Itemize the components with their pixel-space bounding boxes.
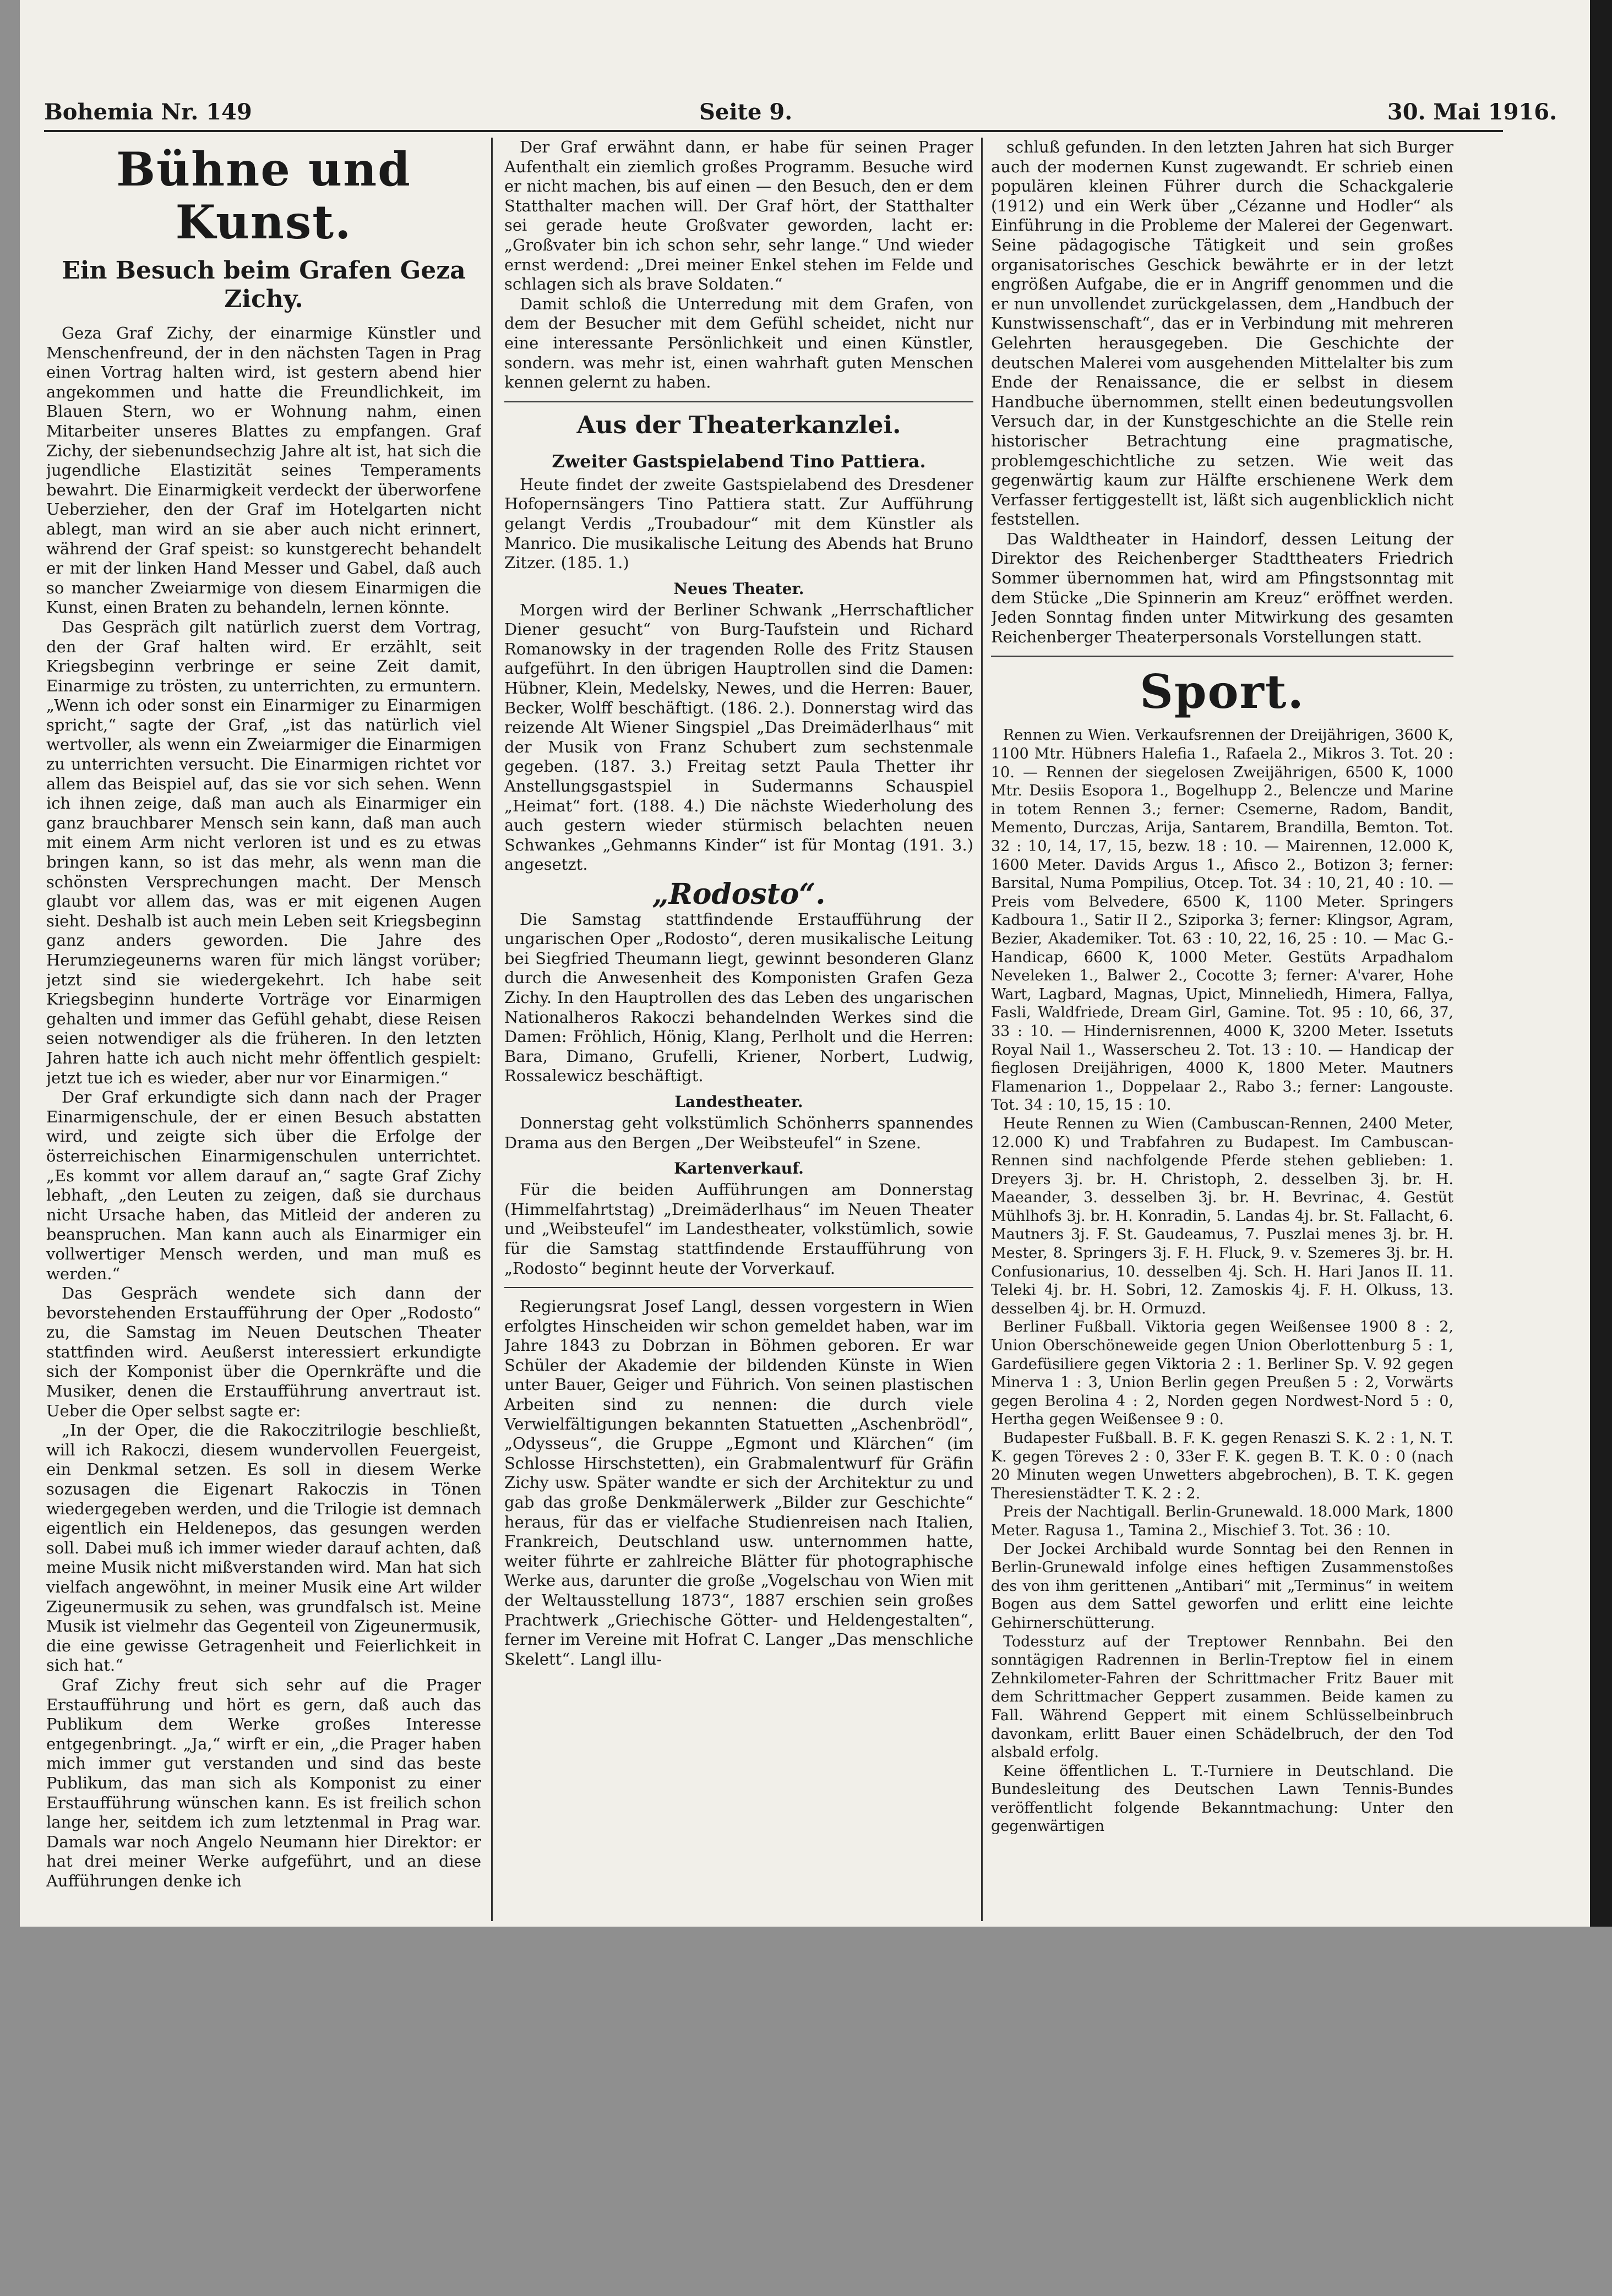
sport-paragraph: Preis der Nachtigall. Berlin-Grunewald. 18.000 Mark, 1800 Meter. Ragusa 1., Tamina 2., Mischief 3. Tot. 36 : 10. [991, 1503, 1453, 1539]
sport-section [991, 726, 1453, 1836]
subheading-rodosto: „Rodosto“. [652, 877, 826, 911]
article-divider [991, 656, 1453, 657]
article-paragraph: Geza Graf Zichy, der einarmige Künstler und Menschenfreund, der in den nächsten Tagen in Prag einen Vortrag halten wird, ist gestern abend hier angekommen und hatte die Freundlichkeit, im Blauen Stern, wo er Wohnung nahm, einen Mitarbeiter unseres Blattes zu empfangen. Graf Zichy, der siebenundsechzig Jahre alt ist, hat sich die jugendliche Elastizität seines Temperaments bewahrt. Die Einarmigkeit verdeckt der überworfene Ueberzieher, den der Graf im Hotelgarten nicht ablegt, man wird an sie aber auch nicht erinnert, während der Graf speist: so kunstgerecht behandelt er mit der linken Hand Messer und Gabel, daß auch so mancher Zweiarmige von diesem Einarmigen die Kunst, einen Braten zu behandeln, lernen könnte. [46, 324, 481, 617]
article-paragraph: Die Samstag stattfindende Erstaufführung der ungarischen Oper „Rodosto“, deren musikalische Leitung bei Siegfried Theumann liegt, gewinnt besonderen Glanz durch die Anwesenheit des Komponisten Grafen Geza Zichy. In den Hauptrollen des das Leben des ungarischen Nationalheros Rakoczi behandelnden Werkes sind die Damen: Fröhlich, Hönig, Klang, Perlholt und die Herren: Bara, Dimano, Grufelli, Kriener, Norbert, Ludwig, Rossalewicz beschäftigt. [504, 909, 973, 1086]
header-rule [44, 130, 1503, 132]
article-paragraph: „In der Oper, die die Rakoczitrilogie beschließt, will ich Rakoczi, diesem wundervollen Feuergeist, ein Denkmal setzen. Es soll in diesem Werke sozusagen die Eigenart Rakoczis in Tönen wiedergegeben werden, und die Trilogie ist demnach eigentlich ein Heldenepos, das gesungen werden soll. Dabei muß ich immer wieder darauf achten, daß meine Musik nicht mißverstanden wird. Man hat sich vielfach angewöhnt, in meiner Musik eine Art wilder Zigeunermusik zu sehen, was grundfalsch ist. Meine Musik ist vielmehr das Gegenteil von Zigeunermusik, die eine gewisse Getragenheit und Feierlichkeit in sich hat.“ [46, 1421, 481, 1675]
sport-paragraph: Budapester Fußball. B. F. K. gegen Renaszi S. K. 2 : 1, N. T. K. gegen Töreves 2 : 0, 33er F. K. gegen B. T. K. 0 : 0 (nach 20 Minuten wegen Unwetters abgebrochen), B. T. K. gegen Theresienstädter T. K. 2 : 2. [991, 1430, 1453, 1502]
article-paragraph: Das Gespräch wendete sich dann der bevorstehenden Erstaufführung der Oper „Rodosto“ zu, die Samstag im Neuen Deutschen Theater stattfinden wird. Aeußerst interessiert erkundigte sich der Komponist über die Opernkräfte und die Musiker, denen die Erstaufführung anvertraut ist. Ueber die Oper selbst sagte er: [46, 1284, 481, 1420]
header-date: 30. Mai 1916. [1387, 99, 1557, 125]
article-title-zichy: Ein Besuch beim Grafen Geza Zichy. [62, 257, 466, 313]
article-paragraph: Das Waldtheater in Haindorf, dessen Leitung der Direktor des Reichenberger Stadttheaters Friedrich Sommer übernommen hat, wird am Pfingstsonntag mit dem Stücke „Die Spinnerin am Kreuz“ eröffnet werden. Jeden Sonntag finden unter Mitwirkung des gesamten Reichenberger Theaterpersonals Vorstellungen statt. [991, 529, 1453, 646]
column-3 [991, 138, 1453, 1916]
article-paragraph: schluß gefunden. In den letzten Jahren hat sich Burger auch der modernen Kunst zugewandt. Er schrieb einen populären kleinen Führer durch die Schackgalerie (1912) und ein Werk über „Cézanne und Hodler“ als Einführung in die Probleme der Malerei der Gegenwart. Seine pädagogische Tätigkeit und sein großes organisatorisches Geschick bewährte er in der letzt engrößen Aufgabe, die er in Angriff genommen und die er nun unvollendet zurückgelassen, dem „Handbuch der Kunstwissenschaft“, das er in Verbindung mit mehreren Gelehrten herausgegeben. Die Geschichte der deutschen Malerei vom ausgehenden Mittelalter bis zum Ende der Renaissance, die er selbst in diesem Handbuche übernommen, stellt einen bedeutungsvollen Versuch dar, in der Kunstgeschichte an die Stelle rein historischer Betrachtung eine pragmatische, problemgeschichtliche zu setzen. Wie weit das gegenwärtig kaum zur Hälfte erschienene Werk dem Verfasser fertiggestellt ist, läßt sich augenblicklich nicht feststellen. [991, 138, 1453, 529]
column-divider [491, 138, 493, 1921]
page-header [44, 83, 1557, 127]
header-issue: Bohemia Nr. 149 [44, 99, 252, 125]
column-2 [504, 138, 973, 1916]
article-divider [504, 401, 973, 402]
article-paragraph: Für die beiden Aufführungen am Donnerstag (Himmelfahrtstag) „Dreimäderlhaus“ im Neuen Theater und „Weibsteufel“ im Landestheater, volkstümlich, sowie für die Samstag stattfindende Erstaufführung von „Rodosto“ beginnt heute der Vorverkauf. [504, 1180, 973, 1278]
article-paragraph: Der Graf erwähnt dann, er habe für seinen Prager Aufenthalt ein ziemlich großes Programm. Besuche wird er nicht machen, bis auf einen — den Besuch, den er dem Statthalter machen will. Der Graf hört, der Statthalter sei gerade heute Großvater geworden, lacht er: „Großvater bin ich schon sehr, sehr lange.“ Und wieder ernst werdend: „Drei meiner Enkel stehen im Felde und schlagen sich als brave Soldaten.“ [504, 138, 973, 294]
article-paragraph: Regierungsrat Josef Langl, dessen vorgestern in Wien erfolgtes Hinscheiden wir schon gemeldet haben, war im Jahre 1843 zu Dobrzan in Böhmen geboren. Er war Schüler der Akademie der bildenden Künste in Wien unter Bauer, Geiger und Führich. Von seinen plastischen Arbeiten sind zu nennen: die durch viele Verwielfältigungen bekannten Statuetten „Aschenbrödl“, „Odysseus“, die Gruppe „Egmont und Klärchen“ (im Schlosse Hirschstetten), ein Grabmalentwurf für Gräfin Zichy usw. Später wandte er sich der Architektur zu und gab das große Denkmälerwerk „Bilder zur Geschichte“ heraus, für das er vielfache Studienreisen nach Italien, Frankreich, Deutschland usw. unternommen hatte, weiter führte er zahlreiche Blätter für photographische Werke aus, darunter die große „Vogelschau von Wien mit der Weltausstellung 1873“, 1887 erschien sein großes Prachtwerk „Griechische Götter- und Heldengestalten“, ferner im Vereine mit Hofrat C. Langer „Das menschliche Skelett“. Langl illu- [504, 1297, 973, 1668]
sport-paragraph: Todessturz auf der Treptower Rennbahn. Bei den sonntägigen Radrennen in Berlin-Treptow fiel in einem Zehnkilometer-Fahren der Schrittmacher Fritz Bauer mit dem Schrittmacher Geppert zusammen. Beide kamen zu Fall. Während Geppert mit einem Schlüsselbeinbruch davonkam, erlitt Bauer einen Schädelbruch, der den Tod alsbald erfolg. [991, 1633, 1453, 1761]
sport-paragraph: Keine öffentlichen L. T.-Turniere in Deutschland. Die Bundesleitung des Deutschen Lawn Tennis-Bundes veröffentlicht folgende Bekanntmachung: Unter den gegenwärtigen [991, 1762, 1453, 1835]
article-paragraph: Heute findet der zweite Gastspielabend des Dresdener Hofopernsängers Tino Pattiera statt. Zur Aufführung gelangt Verdis „Troubadour“ mit dem Künstler als Manrico. Die musikalische Leitung des Abends hat Bruno Zitzer. (185. 1.) [504, 475, 973, 572]
sport-paragraph: Heute Rennen zu Wien (Cambuscan-Rennen, 2400 Meter, 12.000 K) und Trabfahren zu Budapest. Im Cambuscan-Rennen sind nachfolgende Pferde stehen geblieben: 1. Dreyers 3j. br. H. Christoph, 2. desselben 3j. br. H. Maeander, 3. desselben 3j. br. H. Bevrinac, 4. Gestüt Mühlhofs 3j. br. H. Konradin, 5. Landas 4j. br. St. Fallacht, 6. Mautners 3j. F. St. Gaudeamus, 7. Puszlai menes 3j. br. H. Mester, 8. Springers 3j. F. H. Fluck, 9. v. Szemeres 3j. br. H. Confusionarius, 10. desselben 4j. Sch. H. Hari Janos II. 11. Teleki 4j. br. H. Sobri, 12. Zamoskis 4j. F. H. Olkuss, 13. desselben 4j. br. H. Ormuzd. [991, 1115, 1453, 1317]
column-1 [46, 138, 481, 1916]
article-paragraph: Der Graf erkundigte sich dann nach der Prager Einarmigenschule, der er einen Besuch abstatten wird, und zeigte sich über die Erfolge der österreichischen Einarmigenschulen unterrichtet. „Es kommt vor allem darauf an,“ sagte Graf Zichy lebhaft, „den Leuten zu zeigen, daß sie durchaus nicht Ursache haben, das Mitleid der anderen zu beanspruchen. Man kann auch als Einarmiger ein vollwertiger Mensch werden, und man muß es werden.“ [46, 1088, 481, 1283]
subheading-neues-theater: Neues Theater. [673, 579, 804, 598]
subheading-gastspiel: Zweiter Gastspielabend Tino Pattiera. [552, 450, 926, 472]
article-divider [504, 1287, 973, 1288]
sport-paragraph: Berliner Fußball. Viktoria gegen Weißensee 1900 8 : 2, Union Oberschöneweide gegen Union Oberlottenburg 5 : 1, Gardefüsiliere gegen Viktoria 2 : 1. Berliner Sp. V. 92 gegen Minerva 1 : 3, Union Berlin gegen Preußen 5 : 2, Vorwärts gegen Berolina 4 : 2, Norden gegen Nordwest-Nord 5 : 0, Hertha gegen Weißensee 9 : 0. [991, 1318, 1453, 1428]
header-page-number: Seite 9. [699, 99, 793, 125]
column-divider [981, 138, 983, 1921]
sport-paragraph: Rennen zu Wien. Verkaufsrennen der Dreijährigen, 3600 K, 1100 Mtr. Hübners Halefia 1., Rafaela 2., Mikros 3. Tot. 20 : 10. — Rennen der siegelosen Zweijährigen, 6500 K, 1000 Mtr. Desiis Esopora 1., Bogelhupp 2., Belencze und Marine in totem Rennen 3.; ferner: Csemerne, Radom, Bandit, Memento, Durczas, Arija, Santarem, Brandilla, Bemton. Tot. 32 : 10, 14, 17, 15, bezw. 18 : 10. — Mairennen, 12.000 K, 1600 Meter. Davids Argus 1., Afisco 2., Botizon 3; ferner: Barsital, Numa Pompilius, Otcep. Tot. 34 : 10, 21, 40 : 10. — Preis vom Belvedere, 6500 K, 1100 Meter. Springers Kadboura 1., Satir II 2., Sziporka 3; ferner: Klingsor, Agram, Bezier, Akademiker. Tot. 63 : 10, 22, 16, 25 : 10. — Mac G.-Handicap, 6600 K, 1000 Meter. Gestüts Arpadhalom Neveleken 1., Balwer 2., Cocotte 3; ferner: A'varer, Hohe Wart, Lagbard, Magnas, Upict, Minneliedh, Himera, Fallya, Fasli, Waldfriede, Dream Girl, Gamine. Tot. 95 : 10, 66, 37, 33 : 10. — Hindernisrennen, 4000 K, 3200 Meter. Issetuts Royal Nail 1., Wasserscheu 2. Tot. 13 : 10. — Handicap der fieglosen Dreijährigen, 4000 K, 1800 Meter. Mautners Flamenarion 1., Doppelaar 2., Rabo 3.; ferner: Langouste. Tot. 34 : 10, 15, 15 : 10. [991, 727, 1453, 1114]
section-heading-theaterkanzlei: Aus der Theaterkanzlei. [576, 411, 901, 439]
sport-paragraph: Der Jockei Archibald wurde Sonntag bei den Rennen in Berlin-Grunewald infolge eines heftigen Zusammenstoßes des von ihm gerittenen „Antibari“ mit „Terminus“ in weitem Bogen aus dem Sattel geworfen und erlitt eine leichte Gehirnerschütterung. [991, 1540, 1453, 1632]
article-paragraph: Morgen wird der Berliner Schwank „Herrschaftlicher Diener gesucht“ von Burg-Taufstein und Richard Romanowsky in der tragenden Rolle des Fritz Stausen aufgeführt. In den übrigen Hauptrollen sind die Damen: Hübner, Klein, Medelsky, Newes, und die Herren: Bauer, Becker, Wolff beschäftigt. (186. 2.). Donnerstag wird das reizende Alt Wiener Singspiel „Das Dreimäderlhaus“ mit der Musik von Franz Schubert zum sechstenmale gegeben. (187. 3.) Freitag setzt Paula Thetter ihr Anstellungsgastspiel in Sudermanns Schauspiel „Heimat“ fort. (188. 4.) Die nächste Wiederholung des auch gestern wieder stürmisch belachten neuen Schwankes „Gehmanns Kinder“ ist für Montag (191. 3.) angesetzt. [504, 600, 973, 874]
scan-edge [1590, 0, 1612, 1927]
article-paragraph: Damit schloß die Unterredung mit dem Grafen, von dem der Besucher mit dem Gefühl scheidet, nicht nur eine interessante Persönlichkeit und einen Künstler, sondern. was mehr ist, einen wahrhaft guten Menschen kennen gelernt zu haben. [504, 294, 973, 392]
section-heading-sport: Sport. [1140, 664, 1305, 719]
section-heading-buehne: Bühne und Kunst. [116, 142, 411, 249]
subheading-kartenverkauf: Kartenverkauf. [674, 1159, 804, 1178]
article-paragraph: Graf Zichy freut sich sehr auf die Prager Erstaufführung und hört es gern, daß auch das Publikum dem Werke großes Interesse entgegenbringt. „Ja,“ wirft er ein, „die Prager haben mich immer gut verstanden und sind das beste Publikum, das man sich als Komponist zu einer Erstaufführung wünschen kann. Es ist freilich schon lange her, seitdem ich zum letztenmal in Prag war. Damals war noch Angelo Neumann hier Direktor: er hat drei meiner Werke aufgeführt, und an diese Aufführungen denke ich [46, 1675, 481, 1890]
article-paragraph: Das Gespräch gilt natürlich zuerst dem Vortrag, den der Graf halten wird. Er erzählt, seit Kriegsbeginn verbringe er seine Zeit damit, Einarmige zu trösten, zu unterrichten, zu ermuntern. „Wenn ich oder sonst ein Einarmiger zu Einarmigen spricht,“ sagte der Graf, „ist das natürlich viel wertvoller, als wenn ein Zweiarmiger die Einarmigen zu unterrichten versucht. Die Einarmigen richtet vor allem das Beispiel auf, das sie vor sich sehen. Wenn ich ihnen zeige, daß man auch als Einarmiger ein ganz brauchbarer Mensch sein kann, daß man auch mit einem Arm nicht verloren ist und es zu etwas bringen kann, so ist das mehr, als wenn man die schönsten Versprechungen macht. Der Mensch glaubt vor allem das, was er mit eigenen Augen sieht. Deshalb ist auch mein Leben seit Kriegsbeginn ganz anders geworden. Die Jahre des Herumziegeunerns waren für mich längst vorüber; jetzt sind sie wiedergekehrt. Ich habe seit Kriegsbeginn hunderte Vorträge vor Einarmigen gehalten und immer das Gefühl gehabt, diese Reisen seien notwendiger als die früheren. In den letzten Jahren hatte ich auch nicht mehr öffentlich gespielt: jetzt tue ich es wieder, aber nur vor Einarmigen.“ [46, 617, 481, 1087]
subheading-landestheater: Landestheater. [674, 1092, 803, 1111]
article-paragraph: Donnerstag geht volkstümlich Schönherrs spannendes Drama aus den Bergen „Der Weibsteufel“ in Szene. [504, 1113, 973, 1152]
